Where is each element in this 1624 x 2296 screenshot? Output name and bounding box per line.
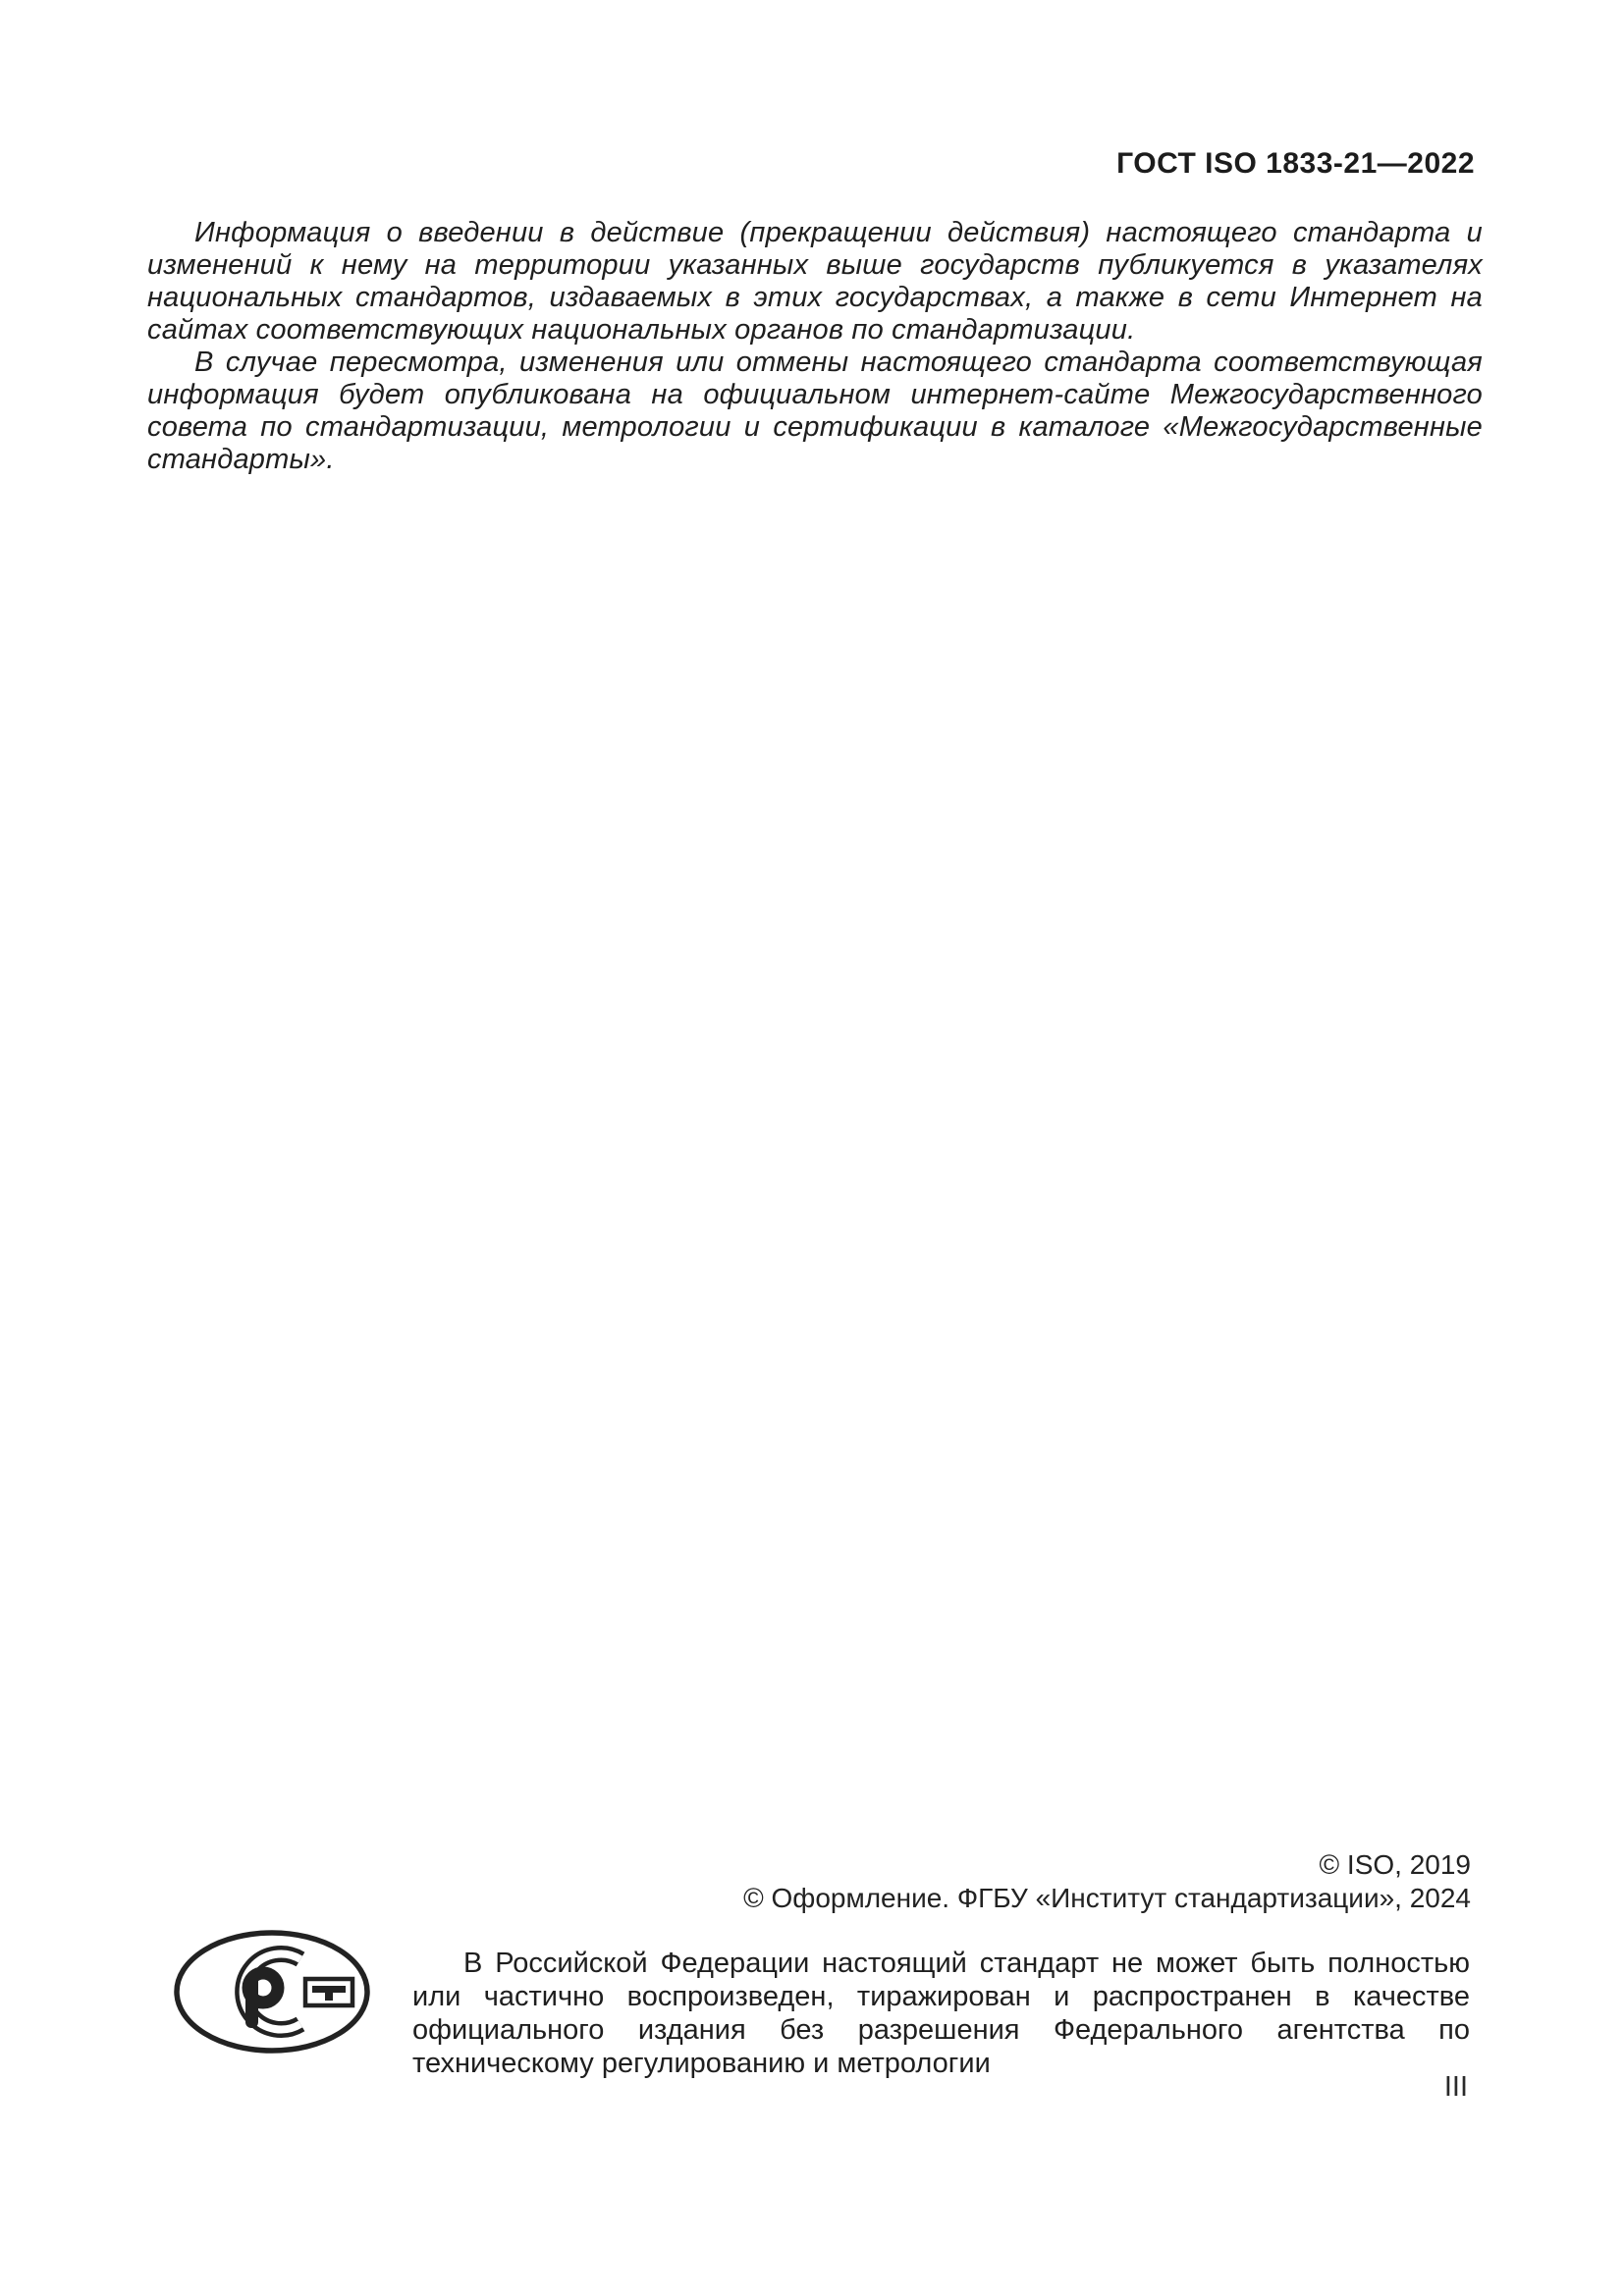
document-code-header: ГОСТ ISO 1833-21—2022 [1116,147,1475,180]
intro-section [147,217,1483,476]
copyright-block [147,1848,1471,1915]
page-number: III [1443,2071,1468,2103]
rst-certification-mark-icon [172,1930,372,2056]
copyright-iso: © ISO, 2019 [1319,1849,1471,1880]
intro-paragraph-revision: В случае пересмотра, изменения или отмены настоящего стандарта соответствующая информация будет опубликована на официальном интернет-сайте Межгосударственного совета по стандартизации, метрологии и сертификации в каталоге «Межгосударственные стандарты». [147,347,1483,475]
copyright-design: © Оформление. ФГБУ «Институт стандартизации», 2024 [743,1883,1471,1913]
intro-paragraph-availability: Информация о введении в действие (прекращении действия) настоящего стандарта и изменений к нему на территории указанных выше государств публикуется в указателях национальных стандартов, издаваемых в этих государствах, а также в сети Интернет на сайтах соответствующих национальных органов по стандартизации. [147,217,1483,346]
reproduction-disclaimer: В Российской Федерации настоящий стандарт не может быть полностью или частично воспроизведен, тиражирован и распространен в качестве официального издания без разрешения Федерального агентства по техническому регулированию и метрологии [412,1948,1470,2079]
